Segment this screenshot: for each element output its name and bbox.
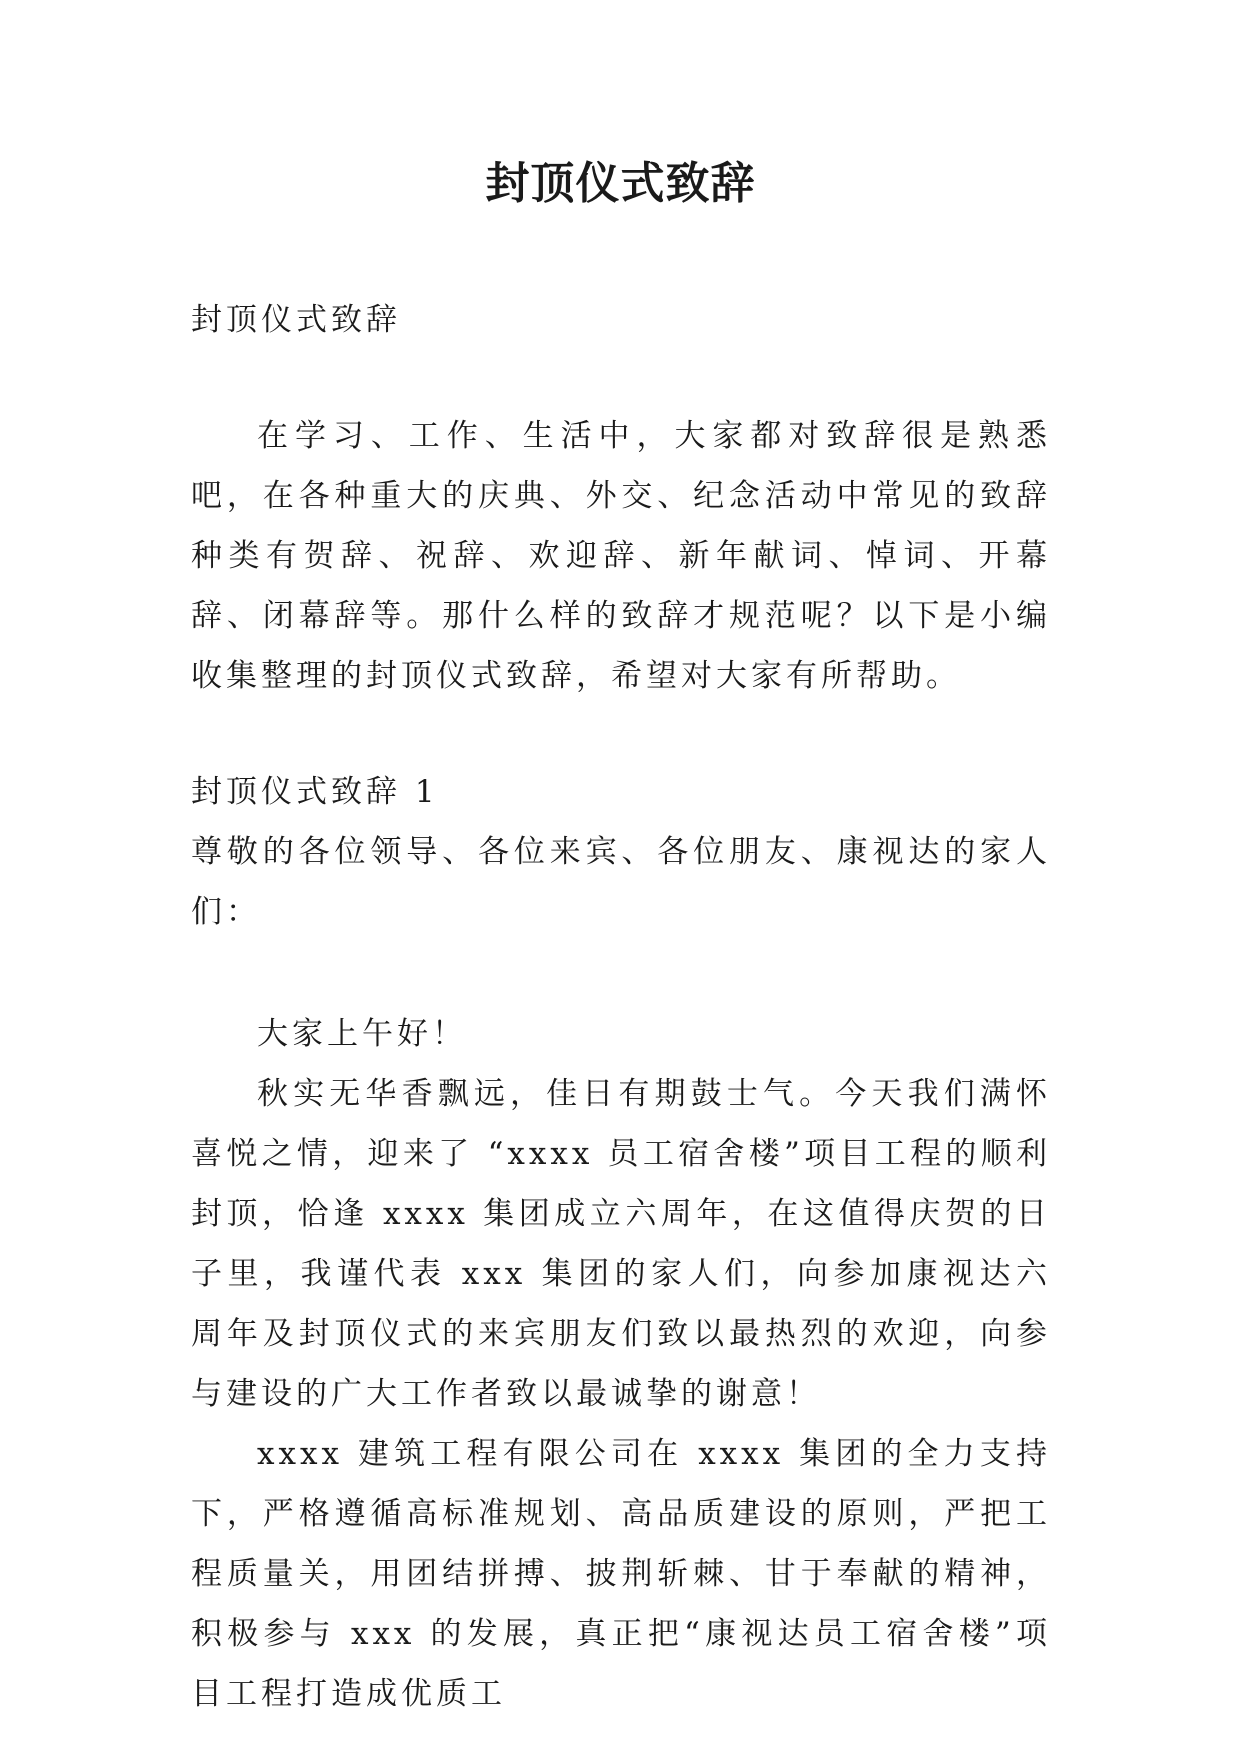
- intro-paragraph: 在学习、工作、生活中，大家都对致辞很是熟悉吧，在各种重大的庆典、外交、纪念活动中常见的致辞种类有贺辞、祝辞、欢迎辞、新年献词、悼词、开幕辞、闭幕辞等。那什么样的致辞才规范呢？以下是小编收集整理的封顶仪式致辞，希望对大家有所帮助。: [191, 418, 1051, 694]
- section-heading: 封顶仪式致辞 1: [191, 774, 439, 810]
- body-paragraph-1: 秋实无华香飘远，佳日有期鼓士气。今天我们满怀喜悦之情，迎来了 “xxxx 员工宿舍楼”项目工程的顺利封顶，恰逢 xxxx 集团成立六周年，在这值得庆贺的日子里，我谨代表 xxx 集团的家人们，向参加康视达六周年及封顶仪式的来宾朋友们致以最热烈的欢迎，向参与建设的广大工作者致以最诚挚的谢意！: [191, 1076, 1051, 1412]
- document-title: 封顶仪式致辞: [485, 158, 756, 209]
- greeting-line: 大家上午好！: [257, 1016, 467, 1052]
- salutation-line: 尊敬的各位领导、各位来宾、各位朋友、康视达的家人们：: [191, 834, 1051, 930]
- document-subtitle: 封顶仪式致辞: [191, 302, 401, 338]
- document-body: [191, 290, 1051, 1724]
- body-paragraph-2: xxxx 建筑工程有限公司在 xxxx 集团的全力支持下，严格遵循高标准规划、高品质建设的原则，严把工程质量关，用团结拼搏、披荆斩棘、甘于奉献的精神，积极参与 xxx 的发展，真正把“康视达员工宿舍楼”项目工程打造成优质工: [191, 1436, 1051, 1712]
